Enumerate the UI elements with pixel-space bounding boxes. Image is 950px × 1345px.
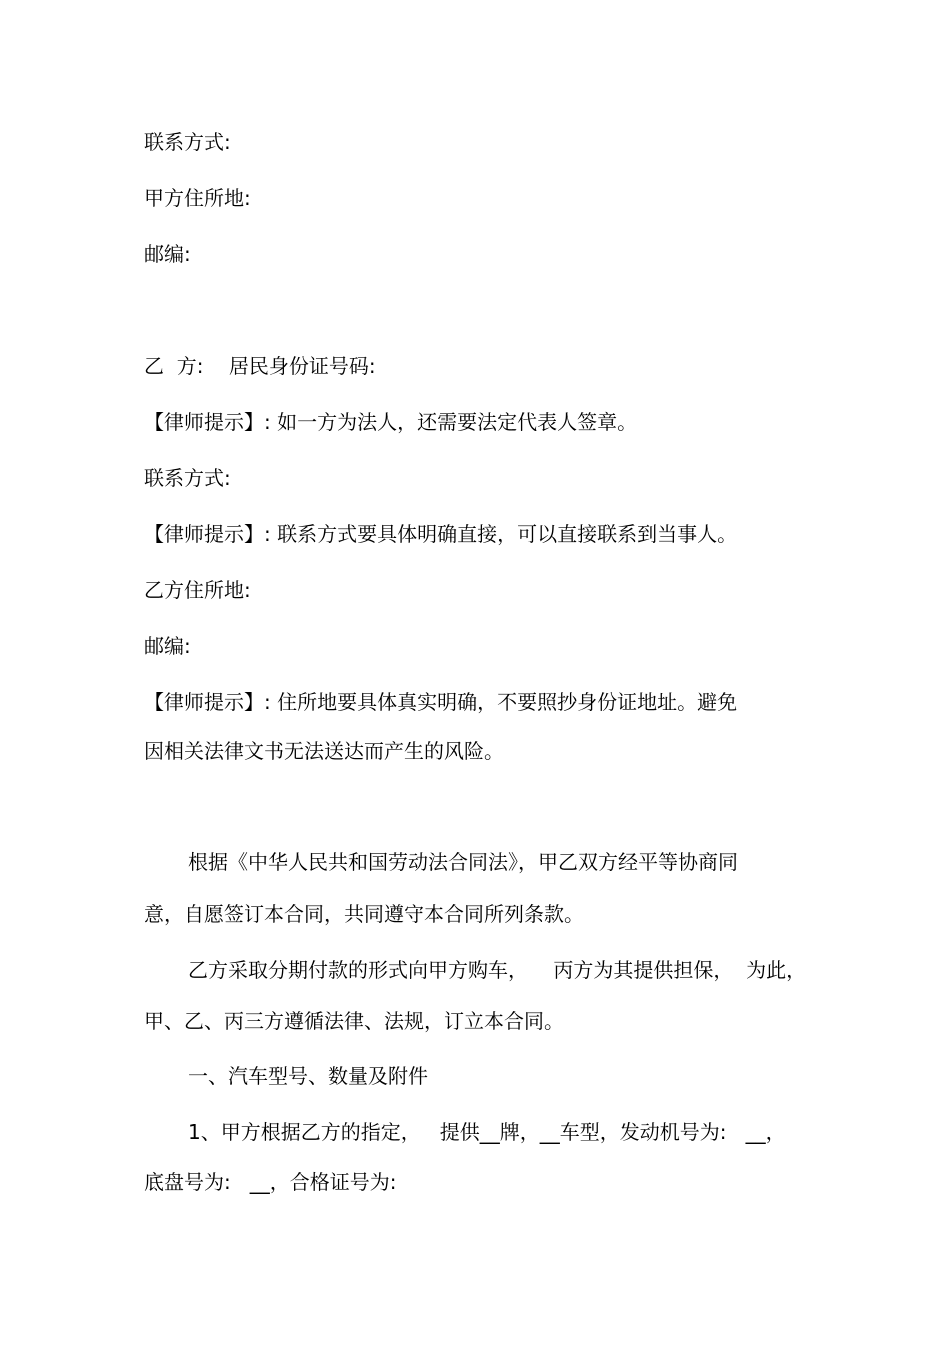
clause-1-line2: 底盘号为: __，合格证号为: bbox=[144, 1170, 397, 1194]
section-heading-1: 一、汽车型号、数量及附件 bbox=[188, 1064, 428, 1088]
lawyer-tip-address-line2: 因相关法律文书无法送达而产生的风险。 bbox=[144, 739, 504, 763]
purpose-line2: 甲、乙、丙三方遵循法律、法规，订立本合同。 bbox=[144, 1009, 564, 1033]
preamble-line1: 根据《中华人民共和国劳动法合同法》，甲乙双方经平等协商同 bbox=[188, 850, 738, 874]
contact-label-party-a: 联系方式: bbox=[144, 130, 231, 154]
purpose-line1: 乙方采取分期付款的形式向甲方购车， 丙方为其提供担保， 为此， bbox=[188, 958, 807, 982]
address-label-party-b: 乙方住所地: bbox=[144, 578, 251, 602]
postcode-label-party-b: 邮编: bbox=[144, 634, 191, 658]
address-label-party-a: 甲方住所地: bbox=[144, 186, 251, 210]
lawyer-tip-address-line1: 【律师提示】: 住所地要具体真实明确，不要照抄身份证地址。避免 bbox=[144, 690, 738, 714]
lawyer-tip-signature: 【律师提示】: 如一方为法人，还需要法定代表人签章。 bbox=[144, 410, 638, 434]
contact-label-party-b: 联系方式: bbox=[144, 466, 231, 490]
party-b-id-line: 乙 方: 居民身份证号码: bbox=[144, 354, 376, 378]
lawyer-tip-contact: 【律师提示】: 联系方式要具体明确直接，可以直接联系到当事人。 bbox=[144, 522, 738, 546]
preamble-line2: 意，自愿签订本合同，共同遵守本合同所列条款。 bbox=[144, 902, 584, 926]
postcode-label-party-a: 邮编: bbox=[144, 242, 191, 266]
clause-1-line1: 1、甲方根据乙方的指定， 提供__牌，__车型，发动机号为: __， bbox=[188, 1120, 786, 1144]
